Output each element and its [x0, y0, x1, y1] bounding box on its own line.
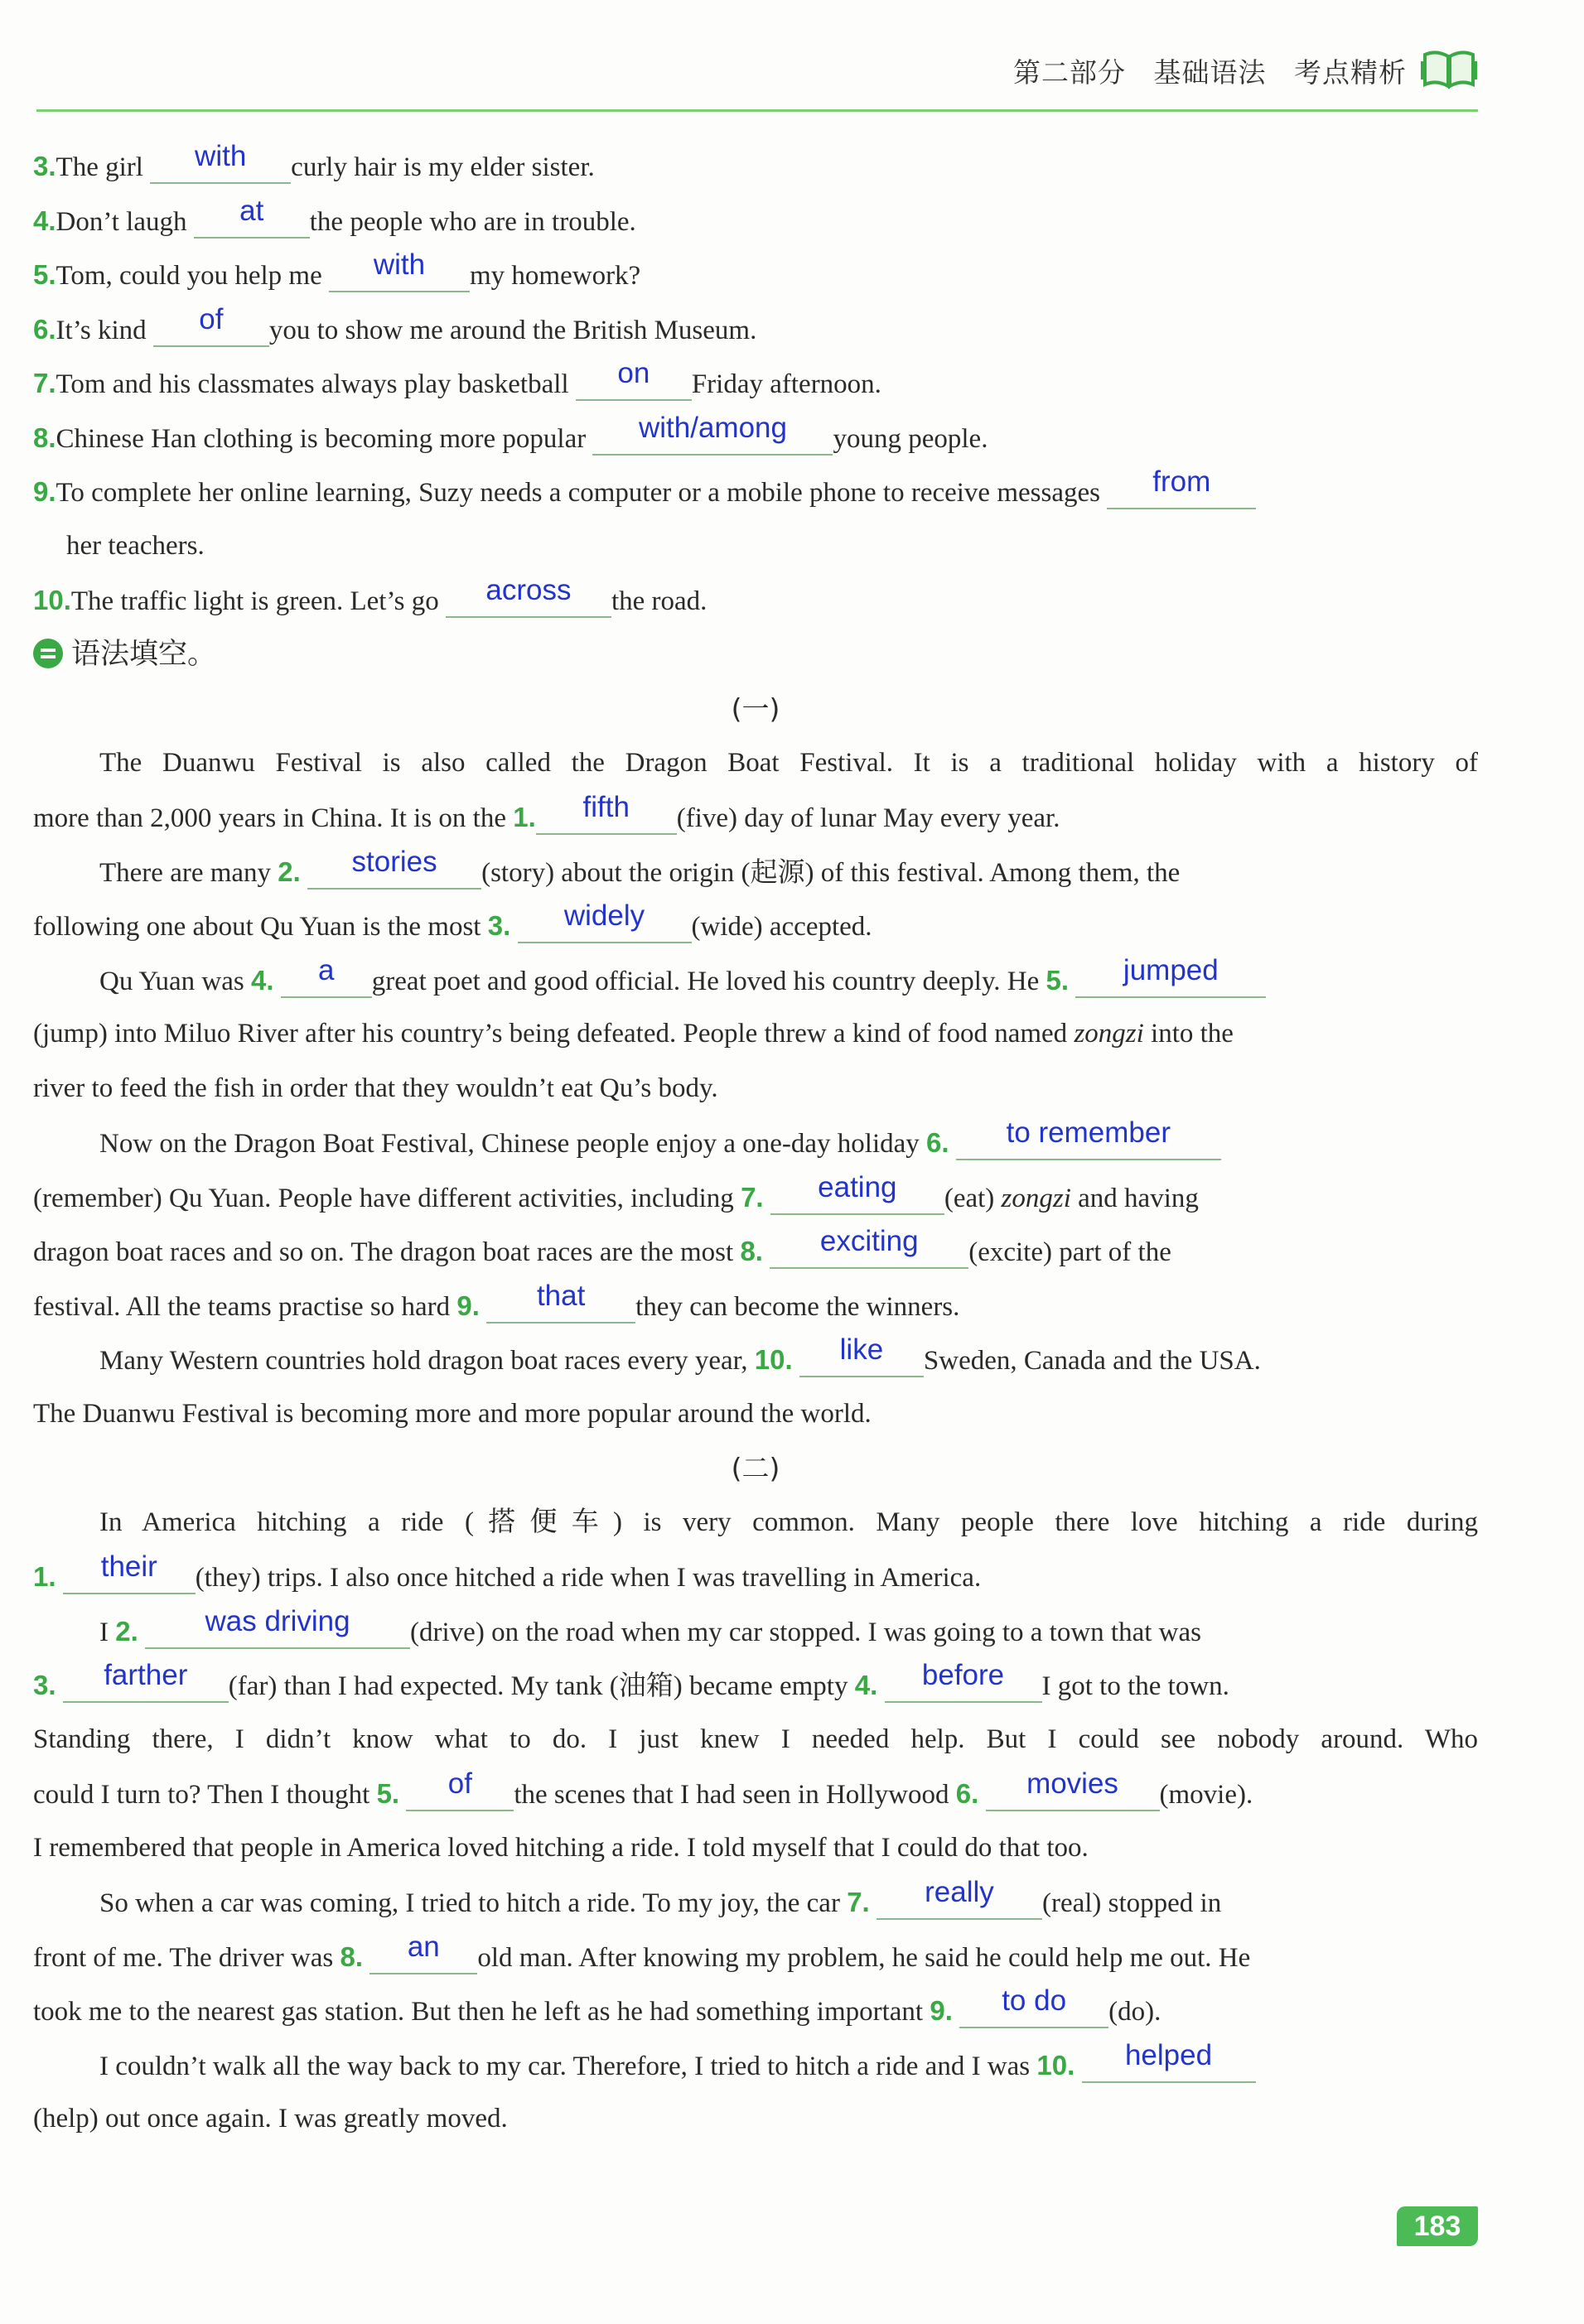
- answer-blank: with/among: [592, 423, 833, 456]
- p2-line: (help) out once again. I was greatly moved.: [33, 2104, 508, 2134]
- p1-line: The Duanwu Festival is also called the Dragon Boat Festival. It is a traditional holiday with a history of: [99, 747, 1478, 778]
- header-part: 第二部分: [1013, 56, 1126, 89]
- p2-line: could I turn to? Then I thought 5. of the scenes that I had seen in Hollywood 6. movies (movie).: [33, 1767, 1253, 1810]
- p1-line: Many Western countries hold dragon boat races every year, 10. like Sweden, Canada and the USA.: [99, 1333, 1261, 1376]
- header-title: [995, 51, 1407, 90]
- p2-line: I 2. was driving (drive) on the road when my car stopped. I was going to a town that was: [99, 1604, 1201, 1647]
- answer-blank: with: [150, 152, 291, 184]
- sentence-10: 10.The traffic light is green. Let’s go across the road.: [33, 574, 707, 616]
- sentence-3: 3.The girl with curly hair is my elder sister.: [33, 140, 595, 182]
- p1-line: Qu Yuan was 4. a great poet and good official. He loved his country deeply. He 5. jumped: [33, 953, 1478, 1008]
- p1-line: river to feed the fish in order that they wouldn’t eat Qu’s body.: [33, 1073, 718, 1103]
- p2-line: took me to the nearest gas station. But then he left as he had something important 9. to do (do).: [33, 1984, 1161, 2027]
- p1-line: more than 2,000 years in China. It is on the 1. fifth (five) day of lunar May every year.: [33, 791, 1060, 833]
- page-number: 183: [1397, 2206, 1478, 2246]
- passage-1-label: (一): [731, 692, 780, 725]
- sentence-9: 9.To complete her online learning, Suzy needs a computer or a mobile phone to receive messages from: [33, 465, 1478, 519]
- p1-line: The Duanwu Festival is becoming more and more popular around the world.: [33, 1398, 872, 1429]
- section-badge-icon: [33, 639, 63, 668]
- book-icon: [1420, 45, 1478, 91]
- p1-line: There are many 2. stories (story) about the origin (起源) of this festival. Among them, the: [99, 845, 1181, 888]
- sentence-9-cont: her teachers.: [66, 530, 205, 561]
- header-section: 考点精析: [1294, 56, 1407, 89]
- page-header: [36, 33, 1478, 112]
- p2-line: I remembered that people in America loved hitching a ride. I told myself that I could do that too.: [33, 1832, 1089, 1863]
- p2-line: 3. farther (far) than I had expected. My tank (油箱) became empty 4. before I got to the town.: [33, 1659, 1229, 1701]
- sentence-8: 8.Chinese Han clothing is becoming more popular with/among young people.: [33, 411, 988, 454]
- p1-line: festival. All the teams practise so hard 9. that they can become the winners.: [33, 1279, 960, 1322]
- sentence-4: 4.Don’t laugh at the people who are in trouble.: [33, 194, 636, 237]
- p2-line: Standing there, I didn’t know what to do. I just knew I needed help. But I could see nobody around. Who: [33, 1724, 1478, 1754]
- section-title: 语法填空。: [33, 628, 1478, 682]
- p2-line: front of me. The driver was 8. an old man. After knowing my problem, he said he could help me out. He: [33, 1930, 1251, 1973]
- answer-blank: across: [446, 586, 611, 618]
- answer-blank: at: [194, 206, 310, 239]
- p2-line: So when a car was coming, I tried to hitch a ride. To my joy, the car 7. really (real) stopped in: [99, 1876, 1222, 1918]
- header-topic: 基础语法: [1153, 56, 1267, 89]
- p1-line: (jump) into Miluo River after his country’s being defeated. People threw a kind of food named zongzi into the: [33, 1019, 1234, 1049]
- p2-line: I couldn’t walk all the way back to my car. Therefore, I tried to hitch a ride and I was 10. helped: [33, 2038, 1478, 2093]
- sentence-5: 5.Tom, could you help me with my homework?: [33, 248, 641, 291]
- p2-line: In America hitching a ride (搭便车) is very common. Many people there love hitching a ride during: [99, 1507, 1478, 1537]
- sentence-6: 6.It’s kind of you to show me around the British Museum.: [33, 302, 757, 345]
- p2-line: 1. their (they) trips. I also once hitched a ride when I was travelling in America.: [33, 1550, 982, 1593]
- p1-line: (remember) Qu Yuan. People have different activities, including 7. eating (eat) zongzi and having: [33, 1170, 1199, 1213]
- answer-blank: with: [329, 260, 470, 292]
- p1-line: following one about Qu Yuan is the most 3. widely (wide) accepted.: [33, 899, 872, 942]
- passage-2-label: (二): [731, 1452, 780, 1484]
- answer-blank: from: [1107, 477, 1256, 509]
- page-content: [33, 139, 1478, 2147]
- answer-blank: on: [576, 369, 692, 401]
- sentence-7: 7.Tom and his classmates always play basketball on Friday afternoon.: [33, 357, 881, 399]
- answer-blank: of: [153, 315, 269, 347]
- p1-line: dragon boat races and so on. The dragon boat races are the most 8. exciting (excite) part of the: [33, 1225, 1171, 1267]
- p1-line: Now on the Dragon Boat Festival, Chinese people enjoy a one-day holiday 6. to remember: [33, 1116, 1478, 1170]
